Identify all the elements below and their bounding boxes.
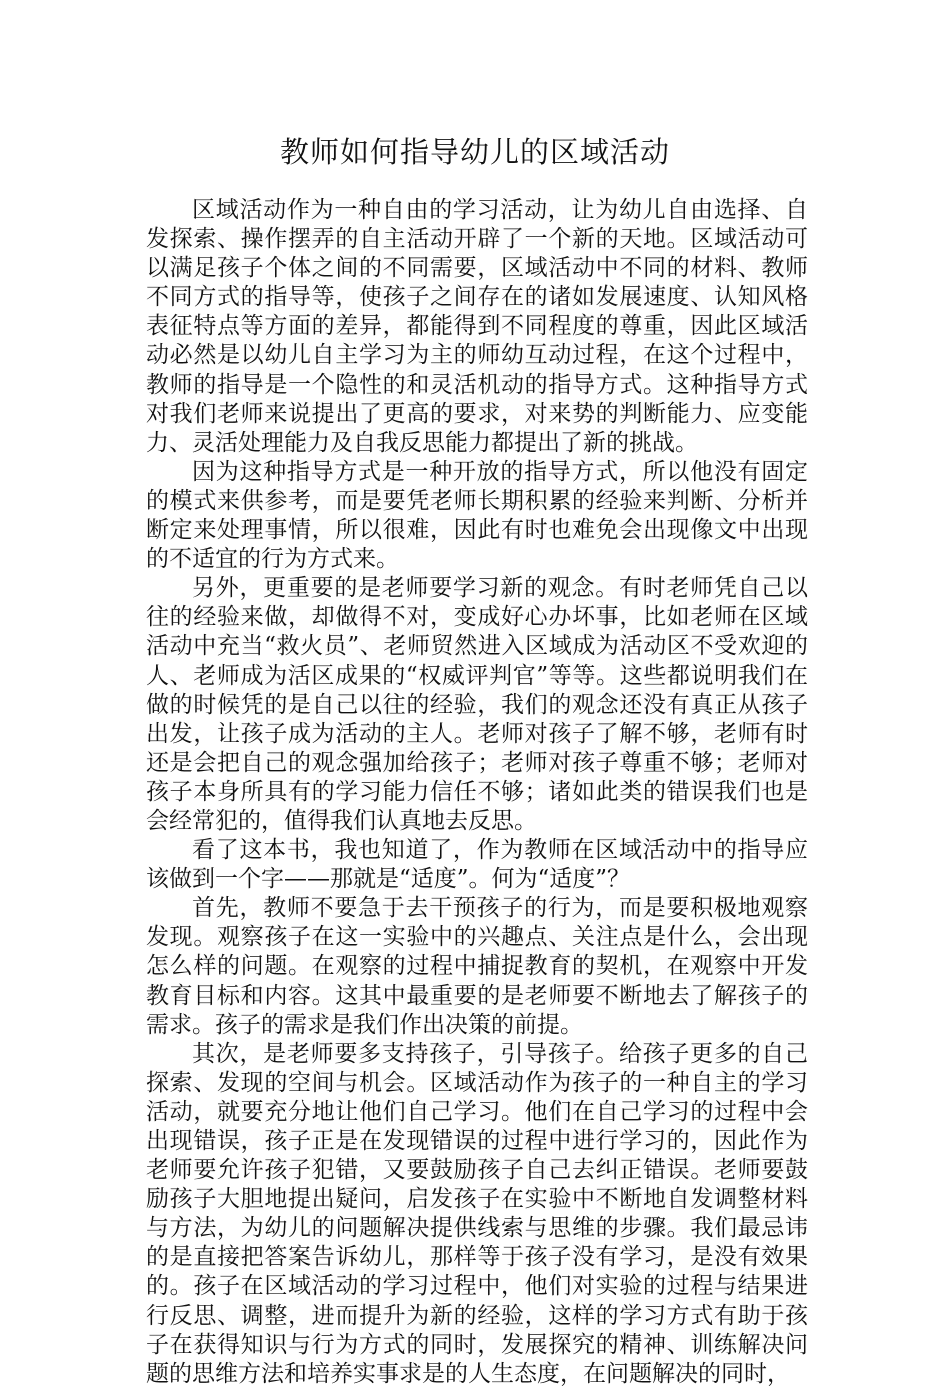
document-body xyxy=(146,196,808,1389)
paragraph: 其次，是老师要多支持孩子，引导孩子。给孩子更多的自己探索、发现的空间与机会。区域活动作为孩子的一种自主的学习活动，就要充分地让他们自己学习。他们在自己学习的过程中会出现错误，孩子正是在发现错误的过程中进行学习的，因此作为老师要允许孩子犯错，又要鼓励孩子自己去纠正错误。老师要鼓励孩子大胆地提出疑问，启发孩子在实验中不断地自发调整材料与方法，为幼儿的问题解决提供线索与思维的步骤。我们最忌讳的是直接把答案告诉幼儿，那样等于孩子没有学习，是没有效果的。孩子在区域活动的学习过程中，他们对实验的过程与结果进行反思、调整，进而提升为新的经验，这样的学习方式有助于孩子在获得知识与行为方式的同时，发展探究的精神、训练解决问题的思维方法和培养实事求是的人生态度，在问题解决的同时， xyxy=(146,1040,808,1387)
paragraph: 另外，更重要的是老师要学习新的观念。有时老师凭自己以往的经验来做，却做得不对，变成好心办坏事，比如老师在区域活动中充当“救火员”、老师贸然进入区域成为活动区不受欢迎的人、老师成为活区成果的“权威评判官”等等。这些都说明我们在做的时候凭的是自己以往的经验，我们的观念还没有真正从孩子出发，让孩子成为活动的主人。老师对孩子了解不够，老师有时还是会把自己的观念强加给孩子；老师对孩子尊重不够；老师对孩子本身所具有的学习能力信任不够；诸如此类的错误我们也是会经常犯的，值得我们认真地去反思。 xyxy=(146,575,808,834)
paragraph: 因为这种指导方式是一种开放的指导方式，所以他没有固定的模式来供参考，而是要凭老师长期积累的经验来判断、分析并断定来处理事情，所以很难，因此有时也难免会出现像文中出现的不适宜的行为方式来。 xyxy=(146,458,808,573)
paragraph: 区域活动作为一种自由的学习活动，让为幼儿自由选择、自发探索、操作摆弄的自主活动开辟了一个新的天地。区域活动可以满足孩子个体之间的不同需要，区域活动中不同的材料、教师不同方式的指导等，使孩子之间存在的诸如发展速度、认知风格表征特点等方面的差异，都能得到不同程度的尊重，因此区域活动必然是以幼儿自主学习为主的师幼互动过程，在这个过程中，教师的指导是一个隐性的和灵活机动的指导方式。这种指导方式对我们老师来说提出了更高的要求，对来势的判断能力、应变能力、灵活处理能力及自我反思能力都提出了新的挑战。 xyxy=(146,197,808,456)
document-title: 教师如何指导幼儿的区域活动 xyxy=(279,135,670,169)
paragraph: 首先，教师不要急于去干预孩子的行为，而是要积极地观察发现。观察孩子在这一实验中的兴趣点、关注点是什么，会出现怎么样的问题。在观察的过程中捕捉教育的契机，在观察中开发教育目标和内容。这其中最重要的是老师要不断地去了解孩子的需求。孩子的需求是我们作出决策的前提。 xyxy=(146,895,808,1038)
paragraph: 看了这本书，我也知道了，作为教师在区域活动中的指导应该做到一个字——那就是“适度”。何为“适度”？ xyxy=(146,837,808,893)
